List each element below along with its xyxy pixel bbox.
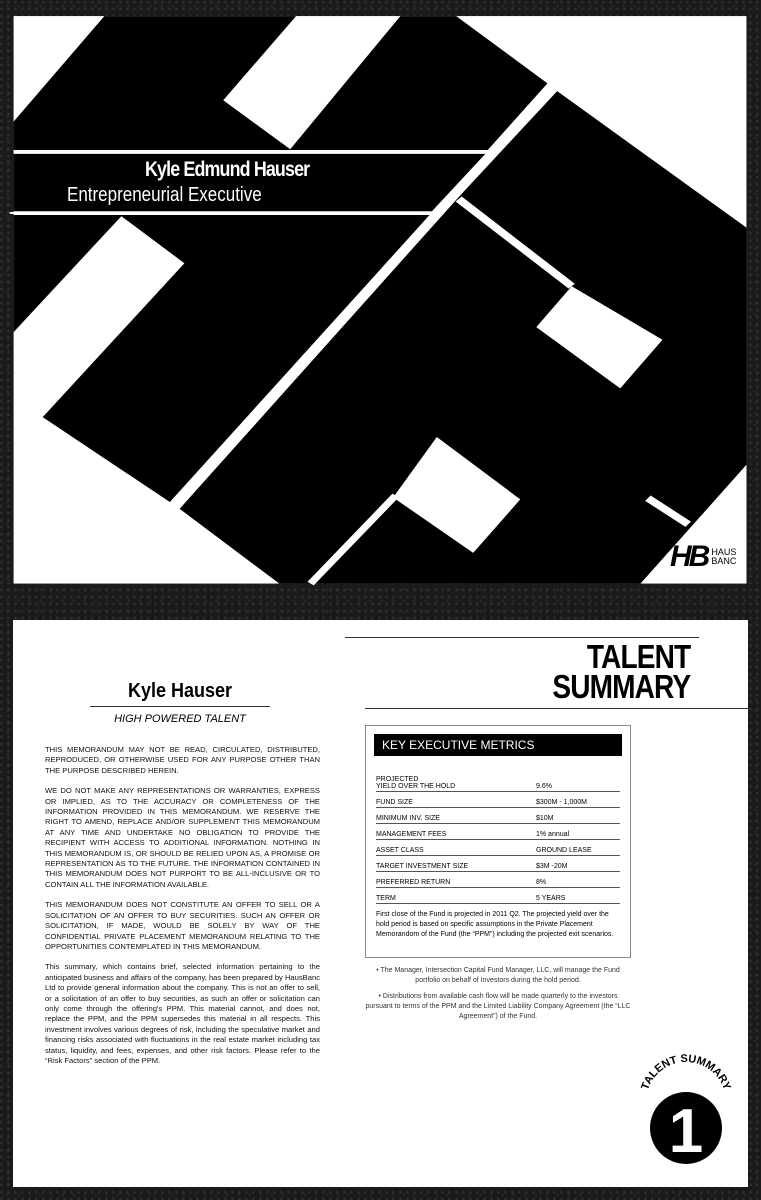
metric-row bbox=[376, 844, 620, 856]
cover-name: Kyle Edmund Hauser bbox=[145, 158, 310, 181]
logo-line2: BANC bbox=[711, 556, 737, 566]
metric-row bbox=[376, 892, 620, 904]
disclaimer-text bbox=[45, 745, 320, 1076]
metric-value: 8% bbox=[536, 879, 547, 886]
talent-summary-page bbox=[13, 620, 748, 1187]
hausbanc-logo bbox=[670, 540, 736, 574]
paragraph: THIS MEMORANDUM DOES NOT CONSTITUTE AN OFFER TO SELL OR A SOLICITATION OF AN OFFER TO BUY SECURITIES. SUCH AN OFFER OR SOLICITATION, IF MADE, WOULD BE SOLELY BY WAY OF THE CONFIDENTIAL PRIVATE PLACEMENT MEMORANDUM RELATING TO THE OPPORTUNITIES CONTEMPLATED IN THIS MEMORANDUM. bbox=[45, 900, 320, 951]
page-title bbox=[552, 638, 690, 705]
divider bbox=[90, 706, 270, 707]
metrics-header: KEY EXECUTIVE METRICS bbox=[374, 734, 622, 756]
metric-value: GROUND LEASE bbox=[536, 847, 592, 854]
metric-value: 1% annual bbox=[536, 831, 570, 838]
cover-subtitle: Entrepreneurial Executive bbox=[67, 184, 262, 206]
metric-row bbox=[376, 812, 620, 824]
badge-number: 1 bbox=[668, 1097, 704, 1166]
logo-mark: HB bbox=[670, 540, 708, 573]
metric-row bbox=[376, 828, 620, 840]
metric-label: YIELD OVER THE HOLD bbox=[376, 783, 456, 790]
metric-row bbox=[376, 860, 620, 872]
metrics-note: First close of the Fund is projected in 2011 Q2. The projected yield over the hold period is based on specific assumptions in the Private Placement Memorandom of the Fund (the “PPM”) including the projected exit scenarios. bbox=[376, 911, 614, 938]
metric-label: MINIMUM INV. SIZE bbox=[376, 815, 440, 822]
metrics-box bbox=[365, 725, 631, 958]
person-name: Kyle Hauser bbox=[127, 680, 233, 702]
metric-label: ASSET CLASS bbox=[376, 847, 424, 854]
bullet-item: • The Manager, Intersection Capital Fund Manager, LLC, will manage the Fund portfolio on behalf of Investors during the hold period. bbox=[376, 967, 620, 984]
logo-line1: HAUS bbox=[711, 547, 737, 557]
paragraph: WE DO NOT MAKE ANY REPRESENTATIONS OR WARRANTIES, EXPRESS OR IMPLIED, AS TO THE ACCURACY OR COMPLETENESS OF THE INFORMATION PROVIDED IN THIS MEMORANDUM. WE RESERVE THE RIGHT TO AMEND, REPLACE AND/OR SUPPLEMENT THIS MEMORANDUM AT ANY TIME AND UNDERTAKE NO OBLIGATION TO PROVIDE THE RECIPIENT WITH ACCESS TO ADDITIONAL INFORMATION. NOTHING IN THIS MEMORANDUM IS, OR SHOULD BE RELIED UPON AS, A PROMISE OR REPRESENTATION AS TO THE FUTURE. THE INFORMATION CONTAINED IN THIS MEMORANDUM DOES NOT PURPORT TO BE ALL-INCLUSIVE OR TO CONTAIN ALL THE INFORMATION AVAILABLE. bbox=[45, 786, 320, 889]
title-line2: SUMMARY bbox=[552, 668, 690, 705]
metric-value: $3M -20M bbox=[536, 863, 568, 870]
metric-label: FUND SIZE bbox=[376, 799, 413, 806]
bullet-item: • Distributions from available cash flow will be made quarterly to the investors pursuant to terms of the PPM and the Limited Liability Company Agreement (the “LLC Agreement”) of the Fund. bbox=[365, 993, 631, 1020]
badge-label: TALENT SUMMARY bbox=[639, 1052, 733, 1092]
metric-label: PREFERRED RETURN bbox=[376, 879, 451, 886]
metric-row bbox=[376, 876, 620, 888]
metric-label: TARGET INVESTMENT SIZE bbox=[376, 863, 469, 870]
metric-value: $10M bbox=[536, 815, 554, 822]
metric-label: MANAGEMENT FEES bbox=[376, 831, 447, 838]
paragraph: This summary, which contains brief, selected information pertaining to the anticipated business and affairs of the company, has been prepared by HausBanc Ltd to provide general information about the company. This is not an offer to sell, or a solicitation of an offer to buy securities, as such an offer or solicitation can only come through the offering's PPM. This material cannot, and does not, replace the PPM, and the PPM supersedes this material in all respects. This investment involves various degrees of risk, including the speculative market and financing risks associated with fluctuations in the real estate market including tax status, liquidity, and fees, expenses, and other risk factors. Please refer to the “Risk Factors” section of the PPM. bbox=[45, 962, 320, 1065]
title-line1: TALENT bbox=[586, 638, 690, 675]
page-number-badge bbox=[628, 1040, 738, 1170]
bullet-list bbox=[365, 966, 631, 1028]
metric-label-prefix: PROJECTED bbox=[376, 776, 419, 783]
divider bbox=[365, 708, 748, 709]
paragraph: THIS MEMORANDUM MAY NOT BE READ, CIRCULATED, DISTRIBUTED, REPRODUCED, OR OTHERWISE USED FOR ANY PURPOSE OTHER THAN THE PURPOSE DESCRIBED HEREIN. bbox=[45, 745, 320, 775]
metric-value: 9.6% bbox=[536, 783, 552, 790]
metric-label: TERM bbox=[376, 895, 396, 902]
metric-value: 5 YEARS bbox=[536, 895, 566, 902]
tagline: HIGH POWERED TALENT bbox=[114, 713, 246, 725]
metric-value: $300M - 1,000M bbox=[536, 799, 587, 806]
metric-row bbox=[376, 783, 620, 792]
metric-row bbox=[376, 796, 620, 808]
